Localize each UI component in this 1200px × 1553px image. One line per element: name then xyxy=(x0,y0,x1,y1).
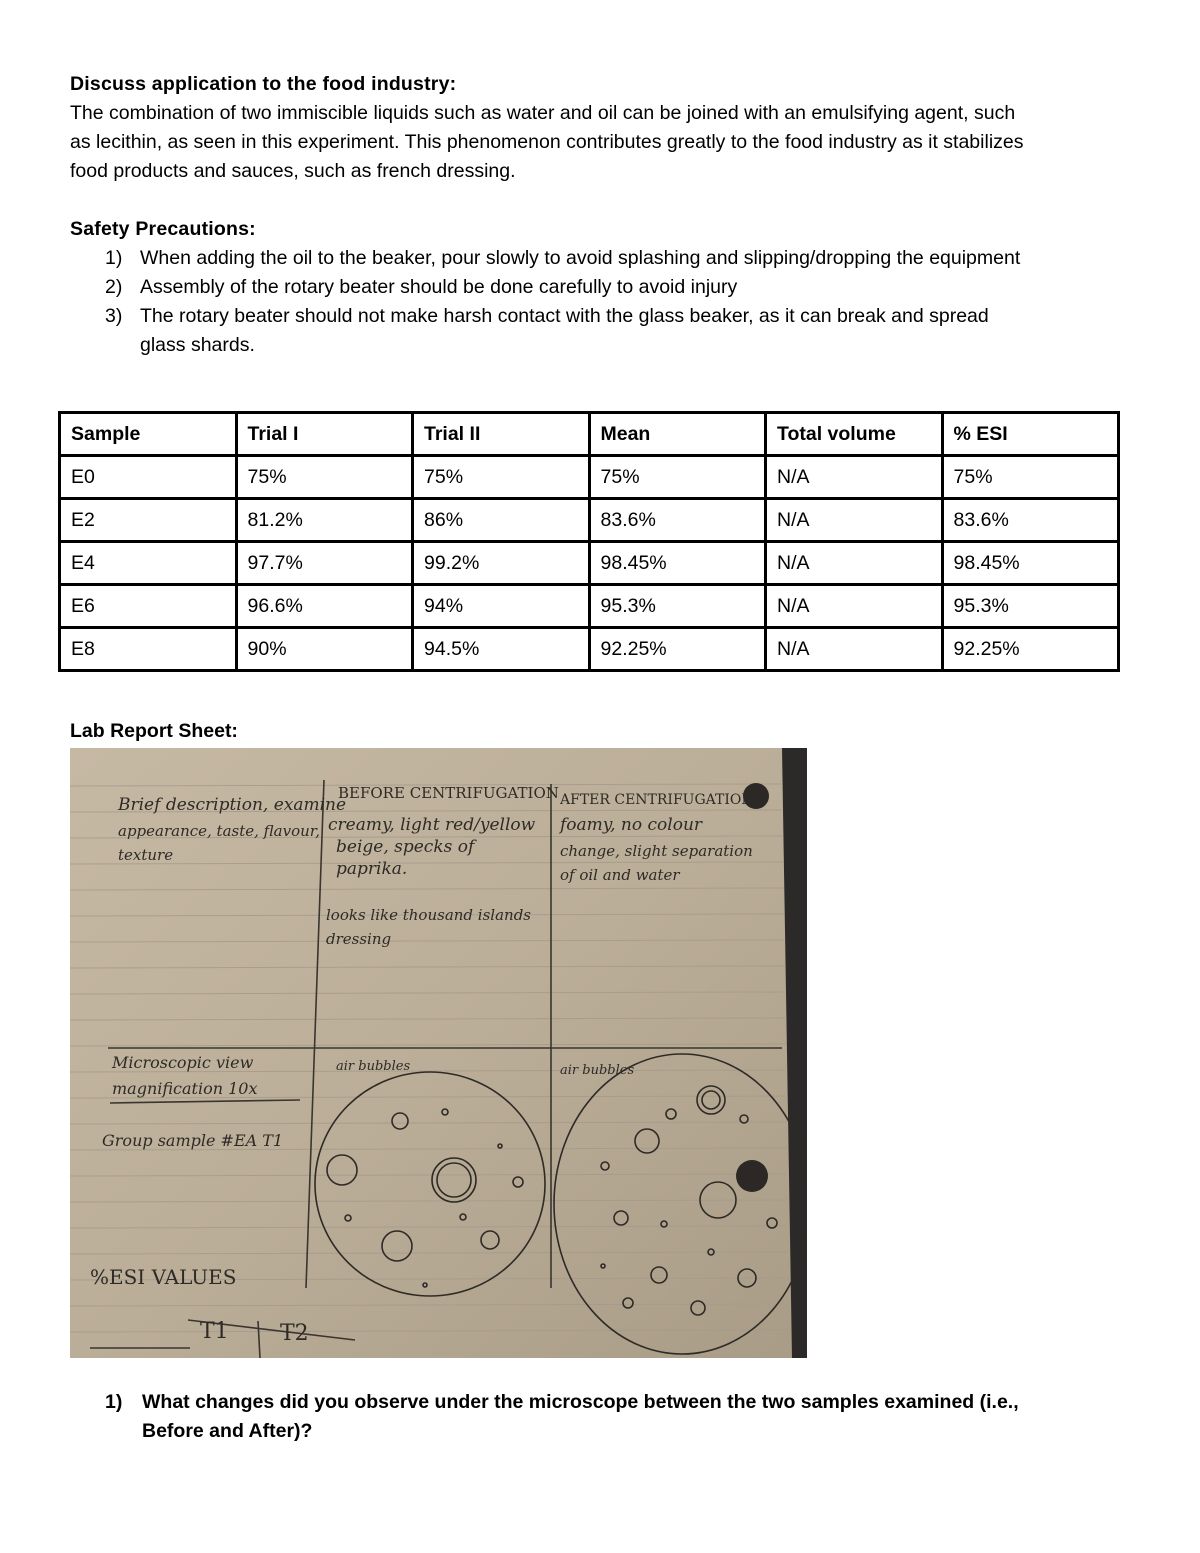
application-line: as lecithin, as seen in this experiment. This phenomenon contributes greatly to the food industry as it stabilizes xyxy=(70,131,1024,153)
before-bubbles-label: air bubbles xyxy=(336,1059,411,1074)
safety-item-text: glass shards. xyxy=(140,334,255,356)
before-note-line: looks like thousand islands xyxy=(326,906,531,924)
esi-table xyxy=(58,411,1120,672)
column-header: Total volume xyxy=(766,413,943,456)
column-header: Mean xyxy=(589,413,766,456)
table-cell: 97.7% xyxy=(236,542,413,585)
table-cell: E2 xyxy=(60,499,237,542)
column-header: Sample xyxy=(60,413,237,456)
t1-label: T1 xyxy=(200,1319,229,1344)
safety-item-number: 3) xyxy=(105,305,123,327)
after-bubbles-label: air bubbles xyxy=(560,1063,635,1078)
before-desc-line: creamy, light red/yellow xyxy=(328,815,536,835)
safety-item-text: Assembly of the rotary beater should be done carefully to avoid injury xyxy=(140,276,738,298)
t2-label: T2 xyxy=(280,1321,309,1346)
before-desc-line: beige, specks of xyxy=(336,837,475,857)
table-row xyxy=(60,542,1119,585)
column-header: % ESI xyxy=(942,413,1119,456)
before-desc-line: paprika. xyxy=(336,859,408,879)
table-cell: E8 xyxy=(60,628,237,671)
table-cell: 75% xyxy=(589,456,766,499)
table-cell: N/A xyxy=(766,542,943,585)
safety-item-number: 2) xyxy=(105,276,123,298)
text-section xyxy=(70,70,1140,360)
table-cell: 99.2% xyxy=(413,542,590,585)
table-cell: 92.25% xyxy=(589,628,766,671)
table-cell: N/A xyxy=(766,585,943,628)
safety-item-text: When adding the oil to the beaker, pour slowly to avoid splashing and slipping/dropping the equipment xyxy=(140,247,1021,269)
table-cell: 90% xyxy=(236,628,413,671)
table-cell: N/A xyxy=(766,628,943,671)
table-cell: E0 xyxy=(60,456,237,499)
blot-mark xyxy=(736,1160,768,1192)
table-cell: 92.25% xyxy=(942,628,1119,671)
row2-label-line: Microscopic view xyxy=(112,1053,254,1072)
table-cell: 81.2% xyxy=(236,499,413,542)
row1-label-line: texture xyxy=(118,846,174,864)
after-desc-line: foamy, no colour xyxy=(560,815,703,835)
row1-label-line: Brief description, examine xyxy=(118,795,347,815)
row2-label-line: magnification 10x xyxy=(112,1079,258,1098)
table-cell: 98.45% xyxy=(942,542,1119,585)
table-header-row xyxy=(60,413,1119,456)
table-cell: 75% xyxy=(942,456,1119,499)
question-1 xyxy=(105,1388,1135,1446)
table-cell: 86% xyxy=(413,499,590,542)
esi-values-label: %ESI VALUES xyxy=(90,1265,237,1289)
table-row xyxy=(60,628,1119,671)
after-header: AFTER CENTRIFUGATION xyxy=(560,792,754,808)
application-line: food products and sauces, such as french dressing. xyxy=(70,160,516,182)
table-cell: 83.6% xyxy=(589,499,766,542)
table-cell: 95.3% xyxy=(589,585,766,628)
row1-label-line: appearance, taste, flavour, xyxy=(118,822,321,840)
safety-heading: Safety Precautions: xyxy=(70,218,256,240)
question-text: Before and After)? xyxy=(142,1420,313,1442)
table-cell: 75% xyxy=(236,456,413,499)
safety-item-number: 1) xyxy=(105,247,123,269)
table-cell: E4 xyxy=(60,542,237,585)
table-cell: 94.5% xyxy=(413,628,590,671)
table-cell: N/A xyxy=(766,499,943,542)
application-line: The combination of two immiscible liquids such as water and oil can be joined with an emulsifying agent, such xyxy=(70,102,1016,124)
group-sample: Group sample #EA T1 xyxy=(102,1131,284,1150)
after-desc-line: change, slight separation xyxy=(560,842,753,860)
table-cell: 83.6% xyxy=(942,499,1119,542)
table-cell: 94% xyxy=(413,585,590,628)
table-cell: N/A xyxy=(766,456,943,499)
table-row xyxy=(60,585,1119,628)
safety-item xyxy=(70,244,1140,273)
table-cell: 96.6% xyxy=(236,585,413,628)
safety-item xyxy=(70,302,1140,360)
safety-list xyxy=(70,244,1140,360)
before-note-line: dressing xyxy=(326,930,392,948)
table-row xyxy=(60,456,1119,499)
lab-report-heading: Lab Report Sheet: xyxy=(70,720,238,742)
after-desc-line: of oil and water xyxy=(560,866,680,884)
before-header: BEFORE CENTRIFUGATION xyxy=(338,784,559,802)
table-cell: 95.3% xyxy=(942,585,1119,628)
question-number: 1) xyxy=(105,1391,123,1413)
column-header: Trial II xyxy=(413,413,590,456)
notebook-photo-svg xyxy=(70,748,807,1358)
table-cell: 98.45% xyxy=(589,542,766,585)
table-row xyxy=(60,499,1119,542)
lab-sheet-photo xyxy=(70,748,807,1358)
table-cell: E6 xyxy=(60,585,237,628)
question-text: What changes did you observe under the microscope between the two samples examined (i.e., xyxy=(142,1391,1019,1413)
table-cell: 75% xyxy=(413,456,590,499)
safety-item xyxy=(70,273,1140,302)
column-header: Trial I xyxy=(236,413,413,456)
safety-item-text: The rotary beater should not make harsh contact with the glass beaker, as it can break and spread xyxy=(140,305,989,327)
application-heading: Discuss application to the food industry: xyxy=(70,73,457,95)
